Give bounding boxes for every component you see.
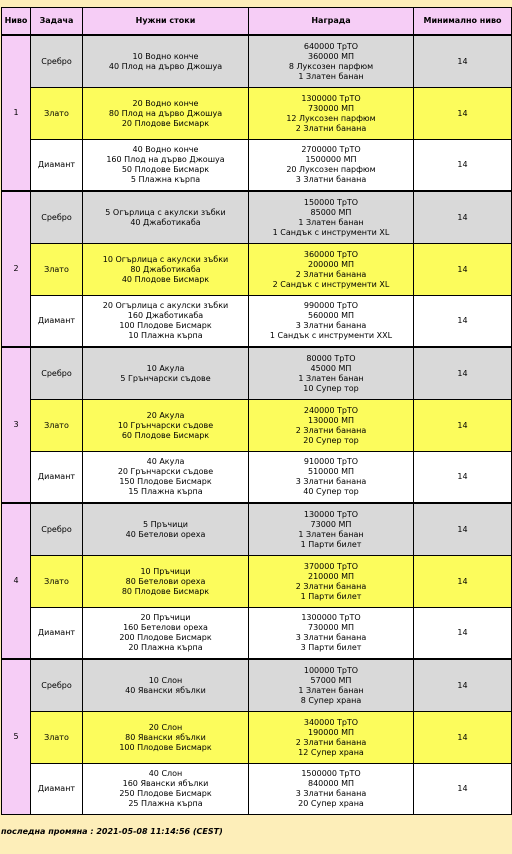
goods-cell — [83, 244, 249, 296]
reward-line: 3 Златни банана — [295, 175, 367, 184]
task-cell: Диамант — [31, 140, 83, 192]
min-level-cell: 14 — [414, 400, 512, 452]
reward-cell — [249, 88, 414, 140]
level-cell: 1 — [2, 35, 31, 191]
reward-line: 12 Луксозен парфюм — [286, 113, 376, 123]
goods-line: 25 Плажна кърпа — [128, 799, 203, 808]
min-level-cell: 14 — [414, 296, 512, 348]
goods-line: 40 Плодове Бисмарк — [121, 274, 210, 284]
reward-cell — [249, 556, 414, 608]
reward-line: 360000 МП — [308, 51, 354, 61]
goods-cell — [83, 764, 249, 815]
goods-line: 10 Слон — [148, 675, 183, 685]
goods-cell — [83, 608, 249, 660]
goods-line: 160 Бетелови ореха — [123, 623, 208, 632]
table-row — [2, 400, 512, 452]
reward-line: 130000 ТрТО — [303, 509, 359, 519]
table-row — [2, 608, 512, 660]
min-level-cell: 14 — [414, 556, 512, 608]
task-cell: Диамант — [31, 296, 83, 348]
reward-line: 1 Златен банан — [298, 685, 364, 695]
goods-line: 20 Водно конче — [132, 98, 199, 108]
task-cell: Сребро — [31, 659, 83, 712]
reward-line: 20 Луксозен парфюм — [286, 165, 376, 174]
reward-line: 1 Златен банан — [298, 373, 364, 383]
task-cell: Злато — [31, 400, 83, 452]
min-level-cell: 14 — [414, 244, 512, 296]
table-row — [2, 347, 512, 400]
table-row — [2, 712, 512, 764]
goods-line: 80 Плод на дърво Джошуа — [108, 108, 223, 118]
goods-cell — [83, 400, 249, 452]
reward-line: 8 Луксозен парфюм — [288, 61, 374, 71]
goods-line: 100 Плодове Бисмарк — [119, 742, 212, 752]
last-modified: последна промяна : 2021-05-08 11:14:56 (CEST) — [1, 827, 223, 836]
level-cell: 3 — [2, 347, 31, 503]
goods-line: 150 Плодове Бисмарк — [119, 477, 212, 486]
reward-line: 12 Супер храна — [298, 747, 364, 757]
task-cell: Диамант — [31, 764, 83, 815]
goods-line: 20 Плодове Бисмарк — [121, 118, 210, 128]
reward-line: 1500000 ТрТО — [301, 769, 361, 778]
goods-line: 10 Огърлица с акулски зъбки — [102, 254, 229, 264]
goods-cell — [83, 659, 249, 712]
reward-line: 3 Парти билет — [300, 643, 362, 652]
goods-line: 10 Водно конче — [132, 51, 199, 61]
task-cell: Диамант — [31, 452, 83, 504]
reward-line: 730000 МП — [308, 103, 354, 113]
goods-line: 100 Плодове Бисмарк — [119, 321, 212, 330]
min-level-cell: 14 — [414, 191, 512, 244]
reward-line: 3 Златни банана — [295, 789, 367, 798]
reward-cell — [249, 400, 414, 452]
table-row — [2, 764, 512, 815]
table-row — [2, 140, 512, 192]
reward-line: 2 Златни банана — [295, 269, 367, 279]
min-level-cell: 14 — [414, 88, 512, 140]
goods-line: 10 Плажна кърпа — [128, 331, 203, 340]
goods-line: 160 Джаботикаба — [127, 311, 204, 320]
goods-line: 5 Грънчарски съдове — [120, 373, 211, 383]
reward-line: 3 Златни банана — [295, 321, 367, 330]
reward-line: 370000 ТрТО — [303, 561, 359, 571]
reward-line: 1 Сандък с инструменти XXL — [269, 331, 393, 340]
header-reward: Награда — [249, 8, 414, 36]
table-row — [2, 191, 512, 244]
reward-line: 10 Супер тор — [303, 383, 359, 393]
reward-line: 130000 МП — [308, 415, 354, 425]
goods-line: 40 Джаботикаба — [130, 217, 201, 227]
reward-line: 560000 МП — [308, 311, 354, 320]
goods-line: 40 Плод на дърво Джошуа — [108, 61, 223, 71]
goods-line: 80 Явански ябълки — [125, 732, 206, 742]
goods-line: 40 Явански ябълки — [125, 685, 206, 695]
reward-line: 2 Златни банана — [295, 425, 367, 435]
goods-cell — [83, 503, 249, 556]
goods-cell — [83, 712, 249, 764]
reward-line: 1 Златен банан — [298, 529, 364, 539]
min-level-cell: 14 — [414, 140, 512, 192]
reward-line: 510000 МП — [308, 467, 354, 476]
min-level-cell: 14 — [414, 452, 512, 504]
reward-line: 910000 ТрТО — [303, 457, 359, 466]
goods-line: 20 Огърлица с акулски зъбки — [102, 301, 229, 310]
reward-line: 1 Парти билет — [300, 539, 362, 549]
rewards-table — [1, 7, 512, 815]
goods-line: 20 Плажна кърпа — [128, 643, 203, 652]
table-row — [2, 503, 512, 556]
goods-cell — [83, 556, 249, 608]
header-min-level: Минимално ниво — [414, 8, 512, 36]
reward-line: 1300000 ТрТО — [301, 613, 361, 622]
reward-line: 2 Златни банана — [295, 581, 367, 591]
goods-line: 160 Явански ябълки — [122, 779, 209, 788]
min-level-cell: 14 — [414, 712, 512, 764]
goods-line: 200 Плодове Бисмарк — [119, 633, 212, 642]
min-level-cell: 14 — [414, 659, 512, 712]
task-cell: Злато — [31, 556, 83, 608]
goods-cell — [83, 347, 249, 400]
reward-line: 730000 МП — [308, 623, 354, 632]
header-level: Ниво — [2, 8, 31, 36]
goods-cell — [83, 191, 249, 244]
goods-line: 5 Огърлица с акулски зъбки — [105, 207, 226, 217]
goods-line: 20 Пръчици — [140, 613, 191, 622]
reward-line: 8 Супер храна — [300, 695, 362, 705]
reward-line: 1 Парти билет — [300, 591, 362, 601]
goods-cell — [83, 452, 249, 504]
reward-cell — [249, 347, 414, 400]
goods-line: 40 Слон — [148, 769, 183, 778]
reward-line: 73000 МП — [310, 519, 352, 529]
goods-cell — [83, 296, 249, 348]
goods-line: 10 Пръчици — [140, 566, 191, 576]
goods-line: 20 Акула — [146, 410, 185, 420]
reward-line: 57000 МП — [310, 675, 352, 685]
goods-line: 10 Акула — [146, 363, 185, 373]
reward-cell — [249, 35, 414, 88]
goods-cell — [83, 140, 249, 192]
reward-line: 100000 ТрТО — [303, 665, 359, 675]
reward-line: 640000 ТрТО — [303, 41, 359, 51]
reward-line: 2 Златни банана — [295, 737, 367, 747]
goods-line: 160 Плод на дърво Джошуа — [106, 155, 225, 164]
reward-line: 2 Сандък с инструменти XL — [272, 279, 390, 289]
level-cell: 2 — [2, 191, 31, 347]
table-row — [2, 88, 512, 140]
reward-cell — [249, 659, 414, 712]
table-row — [2, 296, 512, 348]
reward-line: 40 Супер тор — [303, 487, 359, 496]
goods-line: 80 Джаботикаба — [130, 264, 201, 274]
reward-line: 150000 ТрТО — [303, 197, 359, 207]
goods-line: 20 Слон — [148, 722, 183, 732]
reward-line: 190000 МП — [308, 727, 354, 737]
goods-line: 50 Плодове Бисмарк — [121, 165, 210, 174]
goods-line: 80 Плодове Бисмарк — [121, 586, 210, 596]
reward-line: 360000 ТрТО — [303, 249, 359, 259]
task-cell: Диамант — [31, 608, 83, 660]
header-task: Задача — [31, 8, 83, 36]
task-cell: Сребро — [31, 191, 83, 244]
reward-cell — [249, 296, 414, 348]
reward-line: 990000 ТрТО — [303, 301, 359, 310]
reward-cell — [249, 503, 414, 556]
reward-cell — [249, 764, 414, 815]
table-row — [2, 452, 512, 504]
header-goods: Нужни стоки — [83, 8, 249, 36]
task-cell: Сребро — [31, 503, 83, 556]
reward-line: 1300000 ТрТО — [301, 93, 361, 103]
goods-line: 10 Грънчарски съдове — [117, 420, 214, 430]
goods-line: 60 Плодове Бисмарк — [121, 430, 210, 440]
goods-line: 5 Пръчици — [143, 519, 188, 529]
goods-line: 20 Грънчарски съдове — [117, 467, 214, 476]
min-level-cell: 14 — [414, 608, 512, 660]
reward-line: 210000 МП — [308, 571, 354, 581]
reward-line: 20 Супер храна — [298, 799, 364, 808]
min-level-cell: 14 — [414, 347, 512, 400]
min-level-cell: 14 — [414, 764, 512, 815]
reward-cell — [249, 191, 414, 244]
reward-line: 240000 ТрТО — [303, 405, 359, 415]
reward-line: 340000 ТрТО — [303, 717, 359, 727]
table-row — [2, 35, 512, 88]
reward-line: 1500000 МП — [305, 155, 357, 164]
reward-line: 2700000 ТрТО — [301, 145, 361, 154]
reward-line: 1 Златен банан — [298, 217, 364, 227]
min-level-cell: 14 — [414, 503, 512, 556]
reward-line: 1 Сандък с инструменти XL — [272, 227, 390, 237]
table-row — [2, 556, 512, 608]
reward-line: 840000 МП — [308, 779, 354, 788]
goods-line: 40 Бетелови ореха — [125, 529, 206, 539]
min-level-cell: 14 — [414, 35, 512, 88]
reward-cell — [249, 712, 414, 764]
reward-line: 20 Супер тор — [303, 435, 359, 445]
goods-line: 80 Бетелови ореха — [125, 576, 206, 586]
goods-cell — [83, 88, 249, 140]
task-cell: Сребро — [31, 35, 83, 88]
goods-line: 40 Водно конче — [132, 145, 199, 154]
reward-line: 1 Златен банан — [298, 71, 364, 81]
reward-cell — [249, 452, 414, 504]
table-body — [2, 35, 512, 815]
level-cell: 4 — [2, 503, 31, 659]
reward-line: 3 Златни банана — [295, 633, 367, 642]
reward-line: 200000 МП — [308, 259, 354, 269]
goods-cell — [83, 35, 249, 88]
goods-line: 250 Плодове Бисмарк — [119, 789, 212, 798]
task-cell: Злато — [31, 244, 83, 296]
level-cell: 5 — [2, 659, 31, 815]
task-cell: Злато — [31, 712, 83, 764]
reward-line: 3 Златни банана — [295, 477, 367, 486]
task-cell: Сребро — [31, 347, 83, 400]
task-cell: Злато — [31, 88, 83, 140]
reward-line: 45000 МП — [310, 363, 352, 373]
table-row — [2, 244, 512, 296]
header-row — [2, 8, 512, 36]
goods-line: 40 Акула — [146, 457, 185, 466]
reward-cell — [249, 608, 414, 660]
reward-cell — [249, 140, 414, 192]
goods-line: 5 Плажна кърпа — [130, 175, 201, 184]
reward-line: 80000 ТрТО — [306, 353, 356, 363]
reward-line: 85000 МП — [310, 207, 352, 217]
reward-line: 2 Златни банана — [295, 123, 367, 133]
goods-line: 15 Плажна кърпа — [128, 487, 203, 496]
table-row — [2, 659, 512, 712]
reward-cell — [249, 244, 414, 296]
